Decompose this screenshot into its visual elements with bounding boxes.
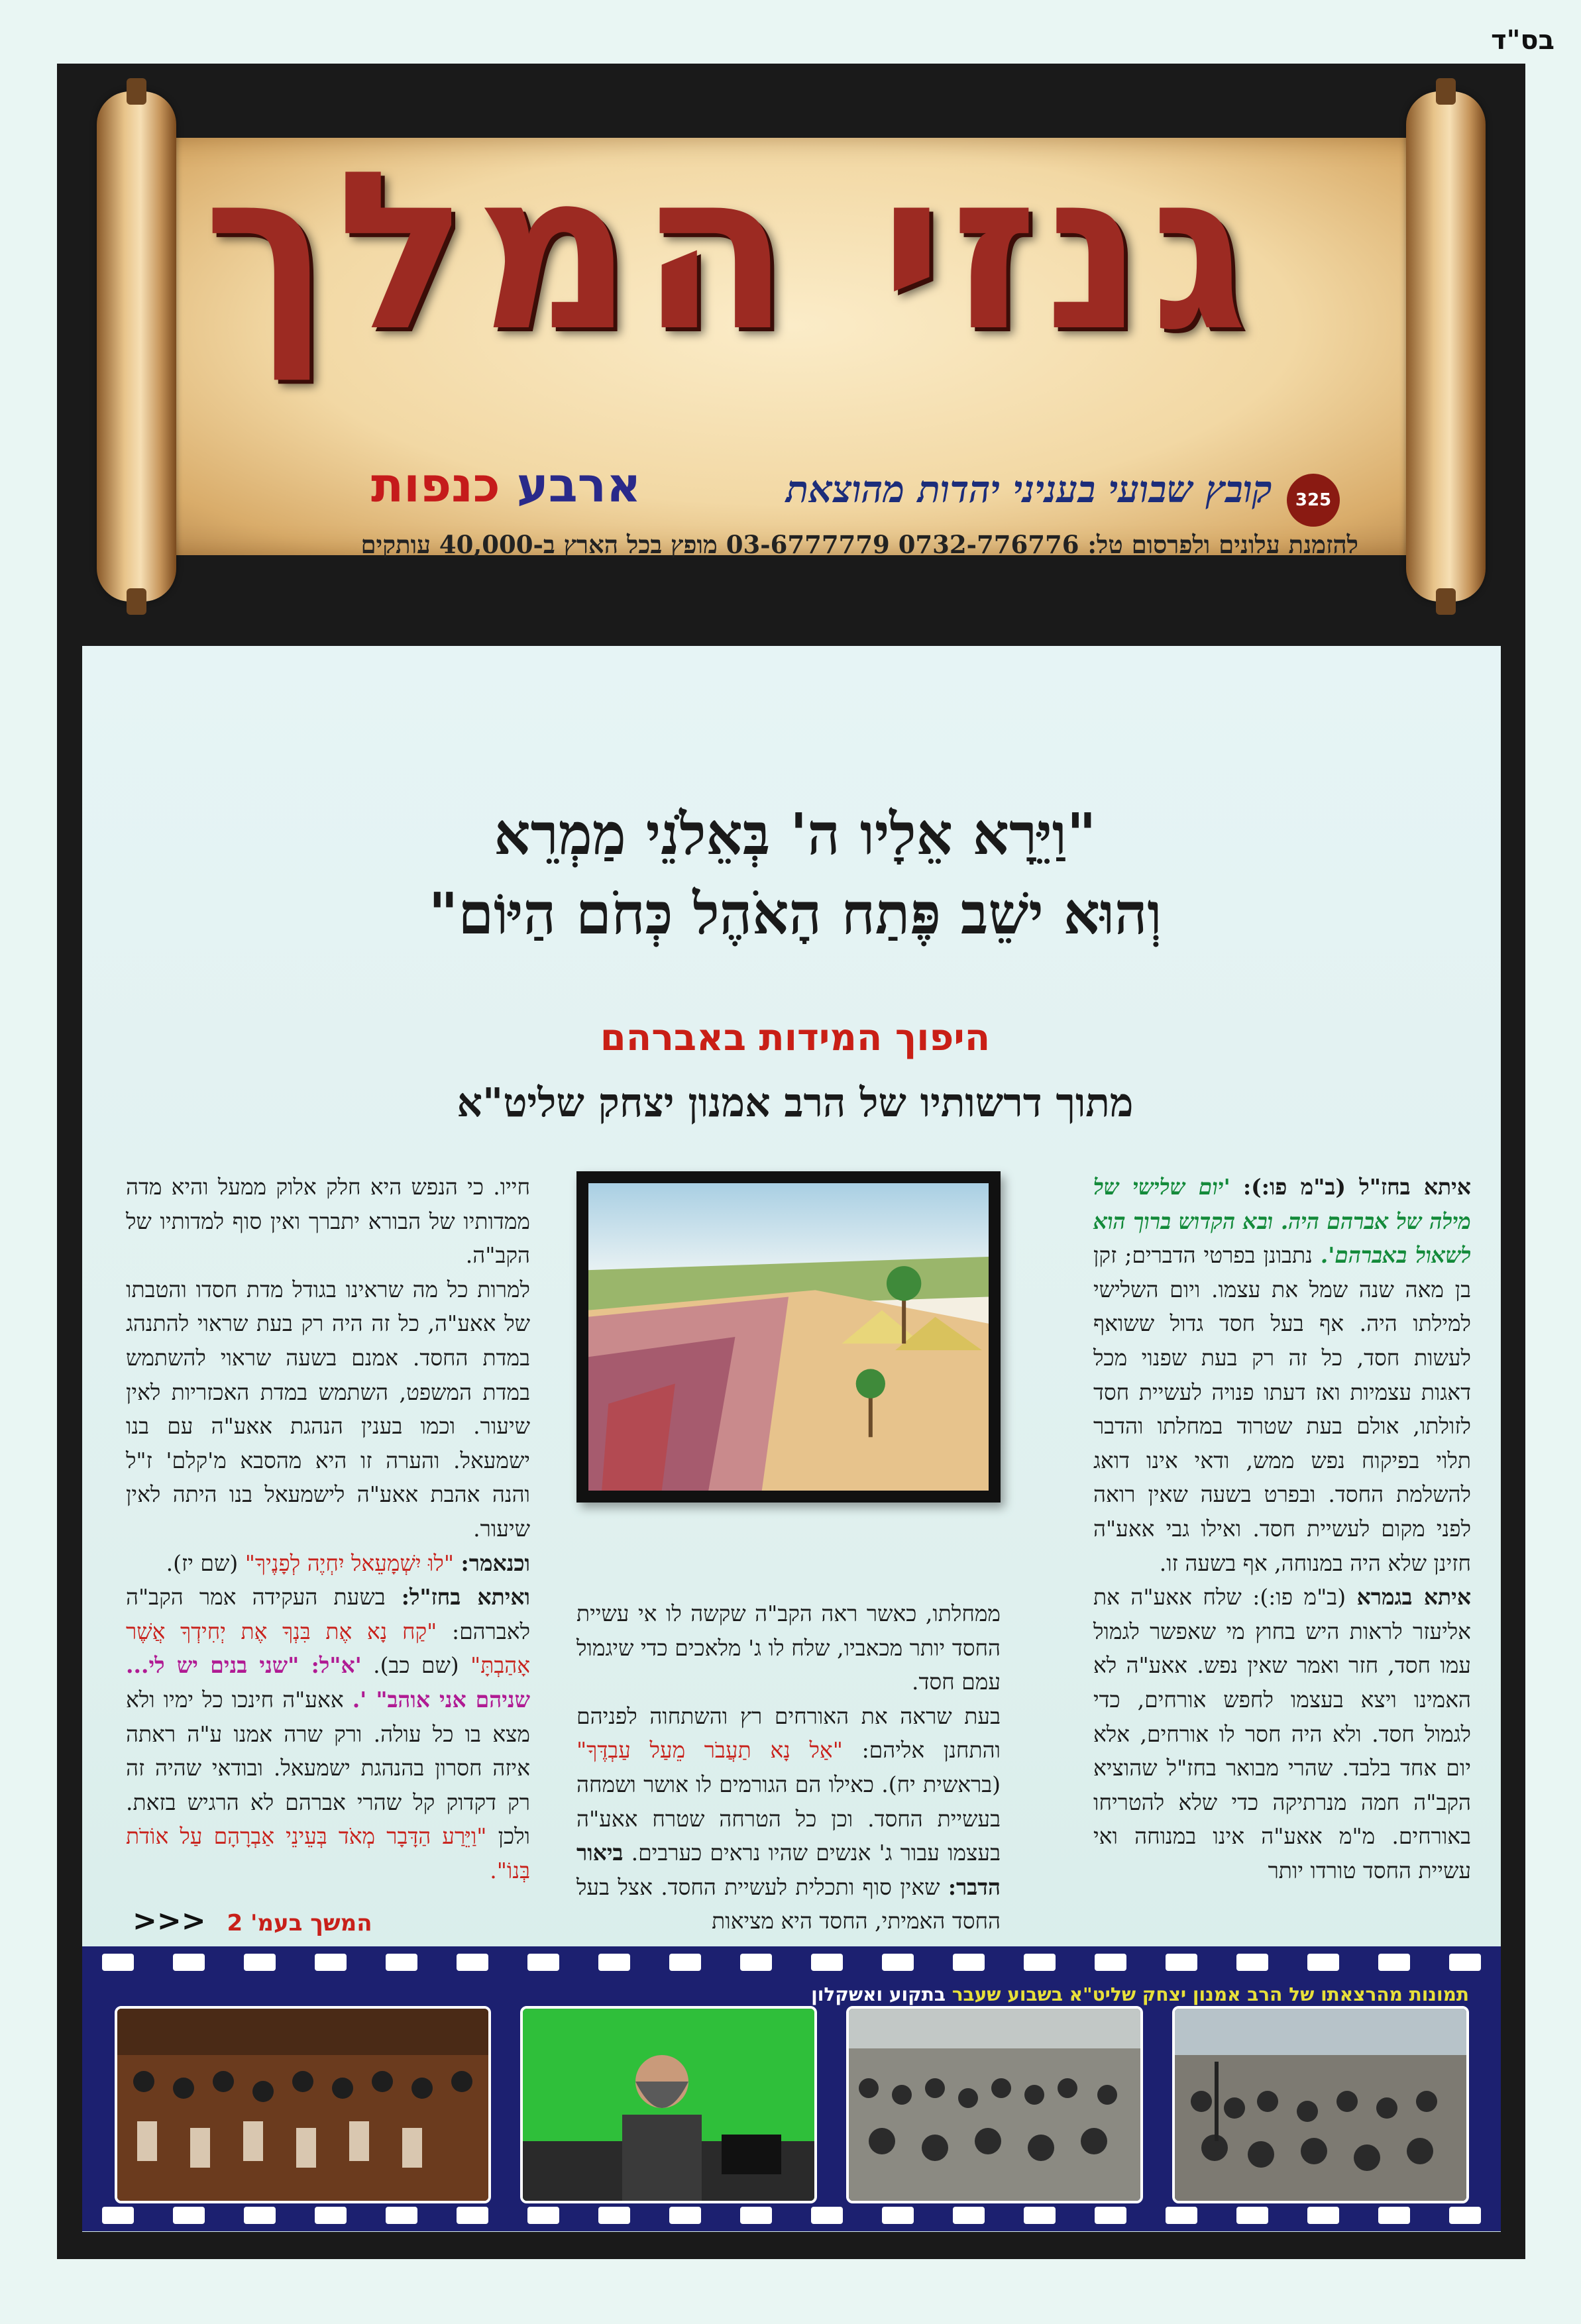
issue-badge: 325 <box>1287 474 1340 527</box>
scroll-roll-right <box>1406 91 1486 602</box>
page-marker: בס"ד <box>1491 25 1554 56</box>
quote-line-1: "וַיֵּרָא אֵלָיו ה' בְּאֵלֹנֵי מַמְרֵא <box>494 801 1097 868</box>
article-column-right <box>1093 1170 1471 1887</box>
camp-painting-image <box>576 1171 1001 1503</box>
continue-arrows-icon: <<< <box>133 1904 206 1938</box>
paragraph: ממחלתו, כאשר ראה הקב"ה שקשה לו אי עשיית החסד יותר מכאביו, שלח לו ג' מלאכים כדי שיגמול עמם חסד. <box>576 1601 1001 1695</box>
quote-line-2: וְהוּא ישֵׁב פֶּתַח הָאֹהֶל כְּחֹם הַיּוֹם" <box>428 880 1162 948</box>
paragraph: למרות כל מה שראינו בגודל מדת חסדו והטבתו של אאע"ה, כל זה היה רק בעת שראוי להתנהג במדת החסד. אמנם בשעה שראוי להשתמש במדת המשפט, השתמש במדת האכזריות לאין שיעור. וכמו בענין הנהגת אאע"ה עם בנו ישמעאל. והערה זו היא מהסבא מ'קלם' ז"ל והנה אהבת אאע"ה לישמעאל בנו היתה לאין שיעור. <box>126 1276 530 1542</box>
paragraph: ואיתא בחז"ל: בשעת העקידה אמר הקב"ה לאברהם: "קַח נָא אֶת בִּנְךָ אֶת יְחִידְךָ אֲשֶׁר אָהַבְתָּ" (שם כב). 'א"ל: "שני בנים יש לי... שניהם אני אוהב" '. אאע"ה חינכו כל ימיו ולא מצא בו כל עולה. ורק שרה אמנו ע"ה ראתה איזה חסרון בהנהגת ישמעאל. ובודאי שהיה זה רק דקדוק קל שהרי אברהם לא הרגיש בזאת. ולכן "וַיֵּרַע הַדָּבָר מְאֹד בְּעֵינֵי אַבְרָהָם עַל אוֹדֹת בְּנוֹ". <box>126 1584 531 1883</box>
lecture-photo-1 <box>1172 2006 1469 2203</box>
publisher-logo-part2: כנפות <box>371 457 500 513</box>
article-byline: מתוך דרשותיו של הרב אמנון יצחק שליט"א <box>457 1080 1134 1126</box>
film-holes-top <box>82 1949 1501 1976</box>
masthead-tagline: קובץ שבועי בעניני יהדות מהוצאת <box>786 468 1272 511</box>
paragraph: וכנאמר: "לוּ יִשְׁמָעֵאל יִחְיֶה לְפָנֶיךָ" (שם יז). <box>166 1550 530 1576</box>
audience-photo <box>115 2006 491 2203</box>
publisher-logo <box>371 457 641 513</box>
paragraph: חייו. כי הנפש היא חלק אלוק ממעל והיא מדה ממדותיו של הבורא יתברך ואין סוף למדותיו של הקב"ה. <box>126 1174 530 1269</box>
article-subtitle: היפוך המידות באברהם <box>600 1016 991 1059</box>
paragraph: בעת שראה את האורחים רץ והשתחוה לפניהם והתחנן אליהם: "אַל נָא תַעֲבֹר מֵעַל עַבְדֶּךָ" (בראשית יח). כאילו הם הגורמים לו אושר ושמחה בעשיית החסד. וכן כל הטרחה שטרח אאע"ה בעצמו עבור ג' אנשים שהיו נראים כערבים. ביאור הדבר: שאין סוף ותכלית לעשיית החסד. אצל בעל החסד האמיתי, החסד היא מציאות <box>576 1703 1001 1934</box>
photo-film-strip <box>82 1946 1501 2231</box>
paragraph: איתא בחז"ל (ב"מ פו:): 'יום שלישי של מילה של אברהם היה. ובא הקדוש ברוך הוא לשאול באברהם'. נתבונן בפרטי הדברים; זקן בן מאה שנה שמל את עצמו. ויום השלישי למילתו היה. אף בעל חסד גדול ששואף לעשות חסד, כל זה רק בעת שפנוי מכל דאגות עצמיות ואז דעתו פנויה לעשיית חסד לזולתו, אולם בעת שטרוד במחלתו והדבר תלוי בפיקוח נפש ממש, ודאי אינו דואג להשלמת החסד. ובפרט בשעה שאין רואה לפני מקום לעשיית חסד. ואילו גבי אאע"ה חזינן שלא היה במנוחה, אף בשעה זו. <box>1093 1174 1471 1576</box>
article-column-left <box>126 1170 530 1887</box>
lecture-photo-2 <box>846 2006 1143 2203</box>
contact-line: להזמנת עלונים ולפרסום טל: 0732-776776 03-6777779 מופץ בכל הארץ ב-40,000 עותקים <box>360 530 1358 559</box>
masthead-title: גנזי המלך <box>203 125 1255 379</box>
continued-link[interactable]: המשך בעמ' 2 <<< <box>133 1904 372 1938</box>
publisher-logo-part1: ארבע <box>516 457 641 513</box>
paragraph: איתא בגמרא (ב"מ פו:): שלח אאע"ה את אליעזר לראות היש בחוץ מי שאפשר לגמול עמו חסד, חזר ואמר שאין נפש. אאע"ה לא האמינו ויצא בעצמו לחפש אורחים, כדי לגמול חסד. ולא היה חסר לו אורחים, אלא יום אחד בלבד. שהרי מבואר בחז"ל שהוציא הקב"ה חמה מנרתיקה כדי שלא להטריחו באורחים. מ"מ אאע"ה אינו במנוחה ואי עשיית החסד טורדו יותר <box>1093 1584 1472 1883</box>
article-column-middle <box>576 1597 1001 1938</box>
rabbi-lecturing-photo <box>520 2006 817 2203</box>
film-holes-bottom <box>82 2202 1501 2229</box>
headline-quote <box>172 795 1418 955</box>
film-caption: תמונות מהרצאתו של הרב אמנון יצחק שליט"א בשבוע שעבר בתקוע ואשקלון <box>811 1983 1469 2005</box>
